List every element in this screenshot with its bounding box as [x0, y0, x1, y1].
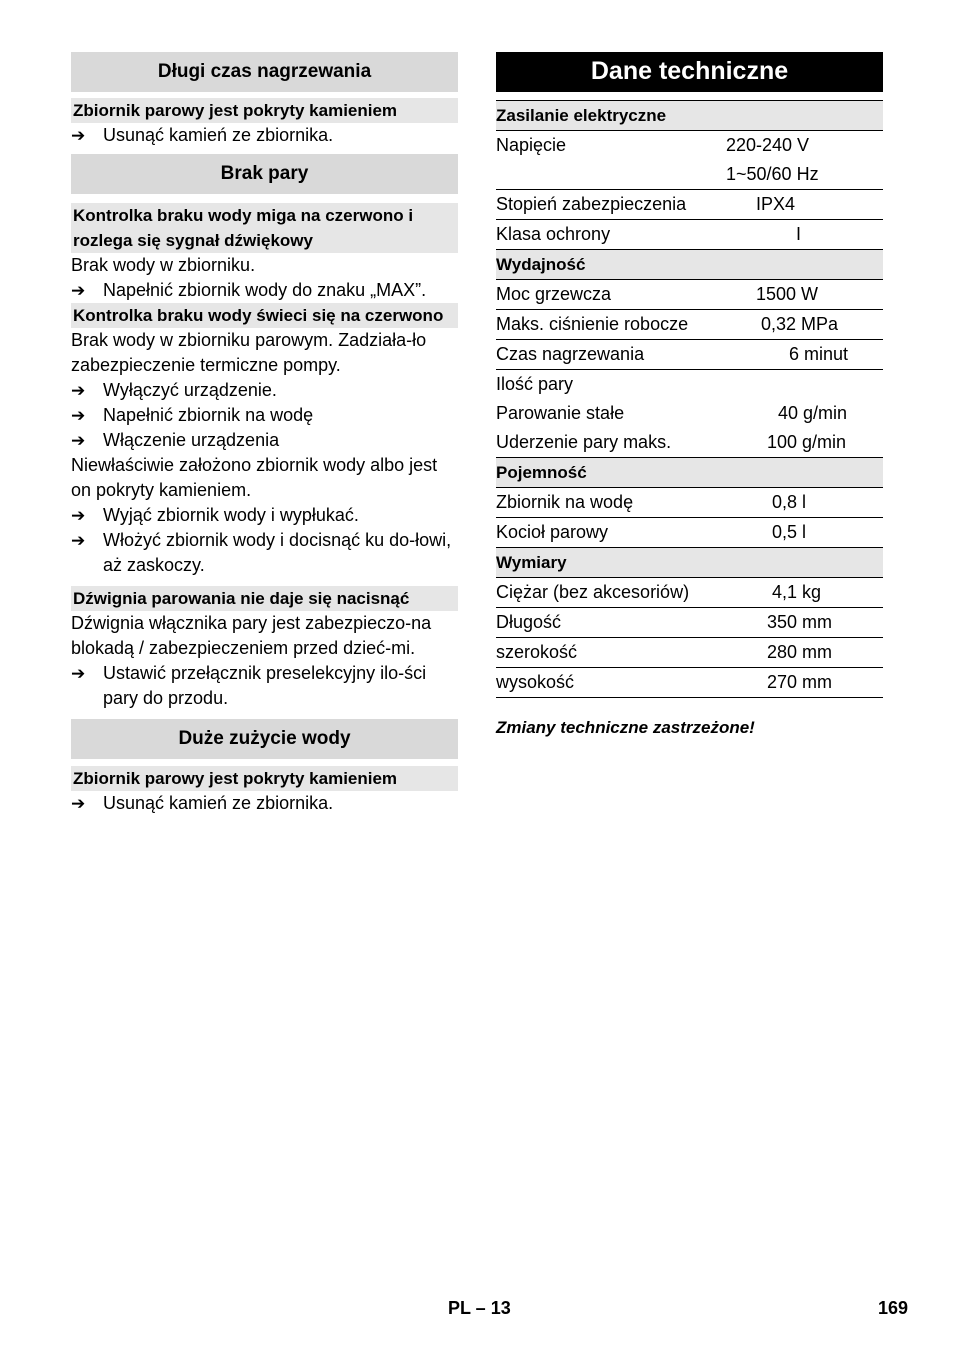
- table-row: 1~50/60 Hz: [496, 160, 883, 190]
- instruction-item: ➔ Ustawić przełącznik preselekcyjny ilo-ści pary do przodu.: [71, 661, 458, 711]
- cause-text: Brak wody w zbiorniku.: [71, 255, 256, 275]
- table-row: Parowanie stałe 40 g/min: [496, 403, 848, 423]
- instruction-item: ➔ Włożyć zbiornik wody i docisnąć ku do-łowi, aż zaskoczy.: [71, 528, 458, 578]
- subheading-limescale: Zbiornik parowy jest pokryty kamieniem: [71, 766, 458, 791]
- section-heading-long-heating: Długi czas nagrzewania: [71, 52, 458, 92]
- instruction-item: ➔ Napełnić zbiornik wody do znaku „MAX”.: [71, 278, 458, 303]
- footer-section-label: PL – 13: [448, 1298, 511, 1318]
- subheading-limescale: Zbiornik parowy jest pokryty kamieniem: [71, 98, 458, 123]
- arrow-right-icon: ➔: [71, 506, 86, 525]
- arrow-right-icon: ➔: [71, 431, 86, 450]
- table-group-header: Pojemność: [496, 458, 883, 488]
- instruction-item: ➔ Usunąć kamień ze zbiornika.: [71, 791, 458, 816]
- table-row: Stopień zabezpieczenia IPX4: [496, 190, 883, 220]
- table-group-header: Wydajność: [496, 250, 883, 280]
- table-row: Ilość pary: [496, 374, 574, 394]
- arrow-right-icon: ➔: [71, 406, 86, 425]
- cause-text: Brak wody w zbiorniku parowym. Zadziała-ło zabezpieczenie termiczne pompy.: [71, 330, 427, 375]
- table-row: szerokość 280 mm: [496, 638, 883, 668]
- section-heading-high-water-use: Duże zużycie wody: [71, 719, 458, 759]
- arrow-right-icon: ➔: [71, 664, 86, 683]
- page-number: 169: [878, 1298, 909, 1318]
- troubleshooting-column: [71, 52, 458, 816]
- table-row: Klasa ochrony I: [496, 220, 883, 250]
- table-row: Zbiornik na wodę 0,8 l: [496, 488, 883, 518]
- table-row: Kocioł parowy 0,5 l: [496, 518, 883, 548]
- section-heading-no-steam: Brak pary: [71, 154, 458, 194]
- instruction-item: ➔ Wyjąć zbiornik wody i wypłukać.: [71, 503, 458, 528]
- technical-data-column: [496, 52, 883, 738]
- arrow-right-icon: ➔: [71, 794, 86, 813]
- table-group-header: Wymiary: [496, 548, 883, 578]
- instruction-item: ➔ Usunąć kamień ze zbiornika.: [71, 123, 458, 148]
- cause-text: Niewłaściwie założono zbiornik wody albo jest on pokryty kamieniem.: [71, 455, 438, 500]
- table-row: Ciężar (bez akcesoriów) 4,1 kg: [496, 578, 883, 608]
- cause-text: Dźwignia włącznika pary jest zabezpieczo-na blokadą / zabezpieczeniem przed dzieć-mi.: [71, 613, 432, 658]
- table-row: Moc grzewcza 1500 W: [496, 280, 883, 310]
- instruction-item: ➔ Wyłączyć urządzenie.: [71, 378, 458, 403]
- subheading-water-light-blinking: Kontrolka braku wody miga na czerwono i rozlega się sygnał dźwiękowy: [71, 203, 458, 253]
- technical-changes-note: Zmiany techniczne zastrzeżone!: [496, 718, 755, 737]
- technical-data-title: Dane techniczne: [496, 52, 883, 92]
- table-group-header: Zasilanie elektryczne: [496, 101, 883, 131]
- subheading-water-light-red: Kontrolka braku wody świeci się na czerwono: [71, 303, 458, 328]
- subheading-steam-lever: Dźwignia parowania nie daje się nacisnąć: [71, 586, 458, 611]
- table-row: Maks. ciśnienie robocze 0,32 MPa: [496, 310, 883, 340]
- table-row: Napięcie 220-240 V: [496, 135, 810, 155]
- table-row: Długość 350 mm: [496, 608, 883, 638]
- arrow-right-icon: ➔: [71, 281, 86, 300]
- technical-data-table: [496, 100, 883, 698]
- table-row: Uderzenie pary maks. 100 g/min: [496, 432, 847, 452]
- instruction-item: ➔ Włączenie urządzenia: [71, 428, 458, 453]
- table-row: wysokość 270 mm: [496, 668, 883, 698]
- instruction-item: ➔ Napełnić zbiornik na wodę: [71, 403, 458, 428]
- table-row: Czas nagrzewania 6 minut: [496, 340, 883, 370]
- arrow-right-icon: ➔: [71, 381, 86, 400]
- arrow-right-icon: ➔: [71, 531, 86, 550]
- arrow-right-icon: ➔: [71, 126, 86, 145]
